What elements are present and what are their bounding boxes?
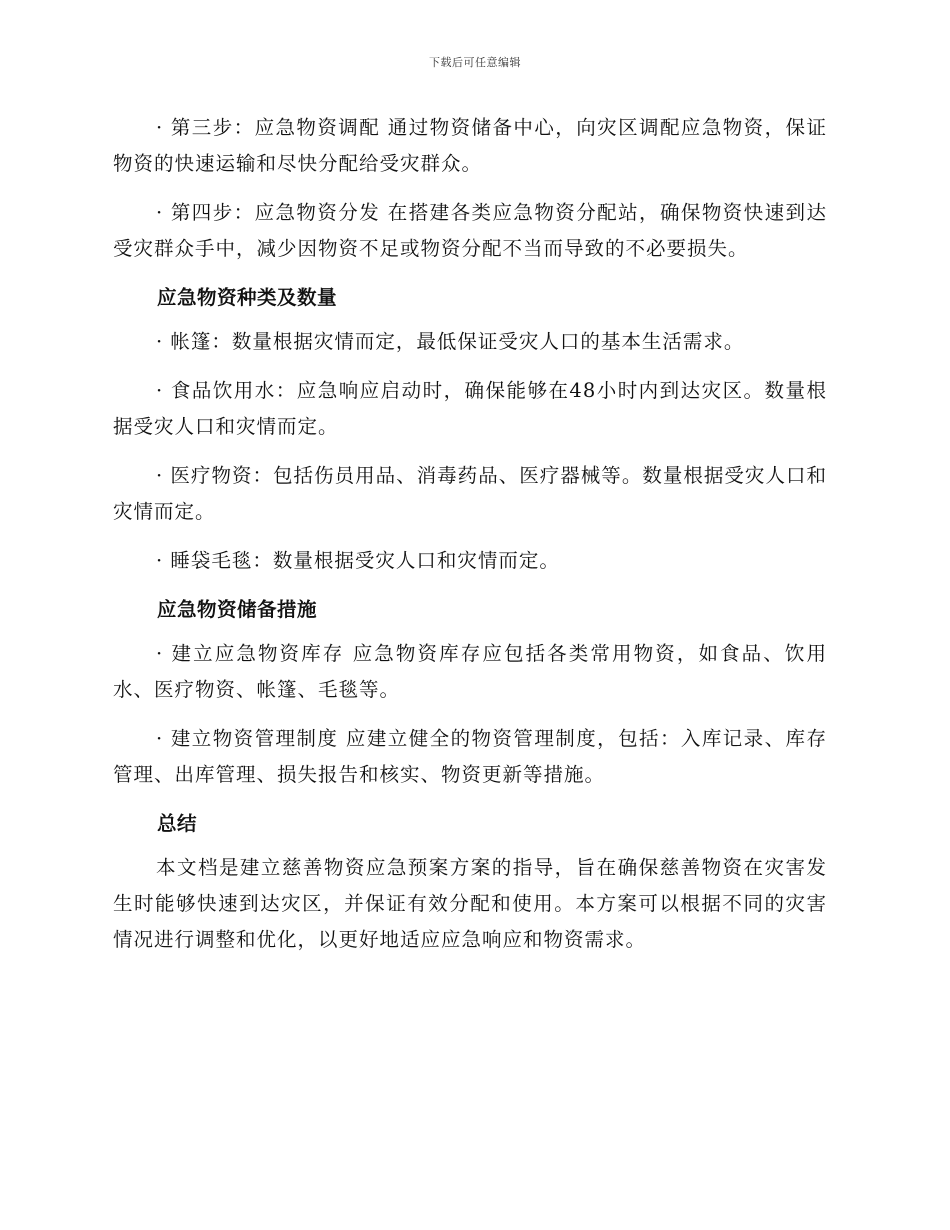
- section-heading-storage-measures: 应急物资储备措施: [157, 598, 318, 621]
- document-body: [113, 110, 827, 971]
- paragraph-management-system: · 建立物资管理制度 应建立健全的物资管理制度，包括：入库记录、库存管理、出库管理、损失报告和核实、物资更新等措施。: [113, 727, 827, 786]
- section-heading-summary: 总结: [157, 812, 198, 835]
- paragraph-tents: · 帐篷：数量根据灾情而定，最低保证受灾人口的基本生活需求。: [156, 330, 745, 353]
- paragraph-medical-supplies: · 医疗物资：包括伤员用品、消毒药品、医疗器械等。数量根据受灾人口和灾情而定。: [113, 464, 827, 523]
- paragraph-sleeping-bags: · 睡袋毛毯：数量根据受灾人口和灾情而定。: [156, 549, 560, 572]
- section-heading-supply-types: 应急物资种类及数量: [157, 286, 338, 309]
- page-header: 下载后可任意编辑: [429, 56, 521, 69]
- paragraph-step-four: · 第四步：应急物资分发 在搭建各类应急物资分配站，确保物资快速到达受灾群众手中，减少因物资不足或物资分配不当而导致的不必要损失。: [113, 201, 827, 260]
- paragraph-inventory: · 建立应急物资库存 应急物资库存应包括各类常用物资，如食品、饮用水、医疗物资、帐篷、毛毯等。: [113, 642, 827, 701]
- paragraph-step-three: · 第三步：应急物资调配 通过物资储备中心，向灾区调配应急物资，保证物资的快速运输和尽快分配给受灾群众。: [113, 116, 827, 175]
- paragraph-summary: 本文档是建立慈善物资应急预案方案的指导，旨在确保慈善物资在灾害发生时能够快速到达灾区，并保证有效分配和使用。本方案可以根据不同的灾害情况进行调整和优化，以更好地适应应急响应和物资需求。: [113, 856, 827, 951]
- paragraph-food-water: · 食品饮用水：应急响应启动时，确保能够在48小时内到达灾区。数量根据受灾人口和灾情而定。: [113, 379, 827, 438]
